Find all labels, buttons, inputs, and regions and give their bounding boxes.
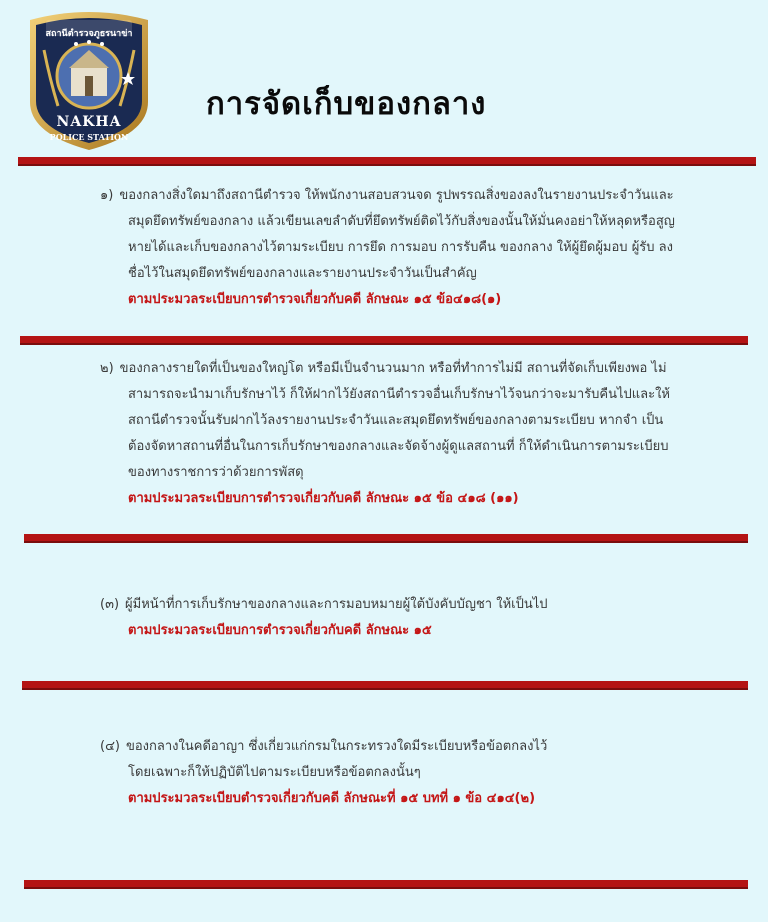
police-badge-logo [24, 10, 154, 152]
rule-line: สมุดยึดทรัพย์ของกลาง แล้วเขียนเลขลำดับที่ยึดทรัพย์ติดไว้กับสิ่งของนั้นให้มั่นคงอย่าให้หลุดหรือสูญ [128, 214, 675, 229]
rule-item-2 [100, 356, 716, 512]
rule-number: ๑) [100, 188, 114, 203]
divider-top [18, 157, 756, 164]
rule-text: ของกลางในคดีอาญา ซึ่งเกี่ยวแก่กรมในกระทรวงใดมีระเบียบหรือข้อตกลงไว้ [125, 739, 548, 754]
rule-reference: ตามประมวลระเบียบการตำรวจเกี่ยวกับคดี ลักษณะ ๑๕ [128, 623, 432, 638]
rule-item-1 [100, 183, 716, 313]
divider-3 [22, 681, 748, 688]
rule-text: ผู้มีหน้าที่การเก็บรักษาของกลางและการมอบหมายผู้ใต้บังคับบัญชา ให้เป็นไป [125, 597, 548, 612]
rule-number: (๓) [100, 597, 120, 612]
rule-item-3 [100, 592, 716, 644]
badge-station-subtitle: POLICE STATION [49, 132, 129, 142]
page-title: การจัดเก็บของกลาง [206, 86, 487, 122]
rule-line: ชื่อไว้ในสมุดยึดทรัพย์ของกลางและรายงานประจำวันเป็นสำคัญ [128, 266, 477, 281]
divider-bottom [24, 880, 748, 887]
rule-reference: ตามประมวลระเบียบตำรวจเกี่ยวกับคดี ลักษณะที่ ๑๕ บทที่ ๑ ข้อ ๔๑๔(๒) [128, 791, 536, 806]
rule-reference: ตามประมวลระเบียบการตำรวจเกี่ยวกับคดี ลักษณะ ๑๕ ข้อ ๔๑๘ (๑๑) [128, 491, 519, 506]
rule-line: โดยเฉพาะก็ให้ปฏิบัติไปตามระเบียบหรือข้อตกลงนั้นๆ [128, 765, 421, 780]
rule-text: ของกลางสิ่งใดมาถึงสถานีตำรวจ ให้พนักงานสอบสวนจด รูปพรรณสิ่งของลงในรายงานประจำวันและ [119, 188, 674, 203]
badge-top-text: สถานีตำรวจภูธรนาข่า [45, 29, 133, 39]
rule-number: ๒) [100, 361, 114, 376]
rule-line [100, 734, 716, 760]
rule-line: ของทางราชการว่าด้วยการพัสดุ [128, 465, 304, 480]
badge-station-name: NAKHA [56, 114, 122, 130]
rule-line: หายได้และเก็บของกลางไว้ตามระเบียบ การยึด การมอบ การรับคืน ของกลาง ให้ผู้ยึดผู้มอบ ผู้รับ ลง [128, 240, 673, 255]
rule-line [100, 592, 716, 618]
rule-line: สามารถจะนำมาเก็บรักษาไว้ ก็ให้ฝากไว้ยังสถานีตำรวจอื่นเก็บรักษาไว้จนกว่าจะมารับคืนไปและให้ [128, 387, 671, 402]
rule-line: ต้องจัดหาสถานที่อื่นในการเก็บรักษาของกลางและจัดจ้างผู้ดูแลสถานที่ ก็ให้ดำเนินการตามระเบียบ [128, 439, 669, 454]
rule-text: ของกลางรายใดที่เป็นของใหญ่โต หรือมีเป็นจำนวนมาก หรือที่ทำการไม่มี สถานที่จัดเก็บเพียงพอ ไม่ [119, 361, 667, 376]
rule-line: สถานีตำรวจนั้นรับฝากไว้ลงรายงานประจำวันและสมุดยึดทรัพย์ของกลางตามระเบียบ หากจำ เป็น [128, 413, 664, 428]
divider-1 [20, 336, 748, 343]
rule-item-4 [100, 734, 716, 812]
rule-line [100, 183, 716, 209]
rule-number: (๔) [100, 739, 120, 754]
rule-reference: ตามประมวลระเบียบการตำรวจเกี่ยวกับคดี ลักษณะ ๑๕ ข้อ๔๑๘(๑) [128, 292, 502, 307]
rule-line [100, 356, 716, 382]
divider-2 [24, 534, 748, 541]
